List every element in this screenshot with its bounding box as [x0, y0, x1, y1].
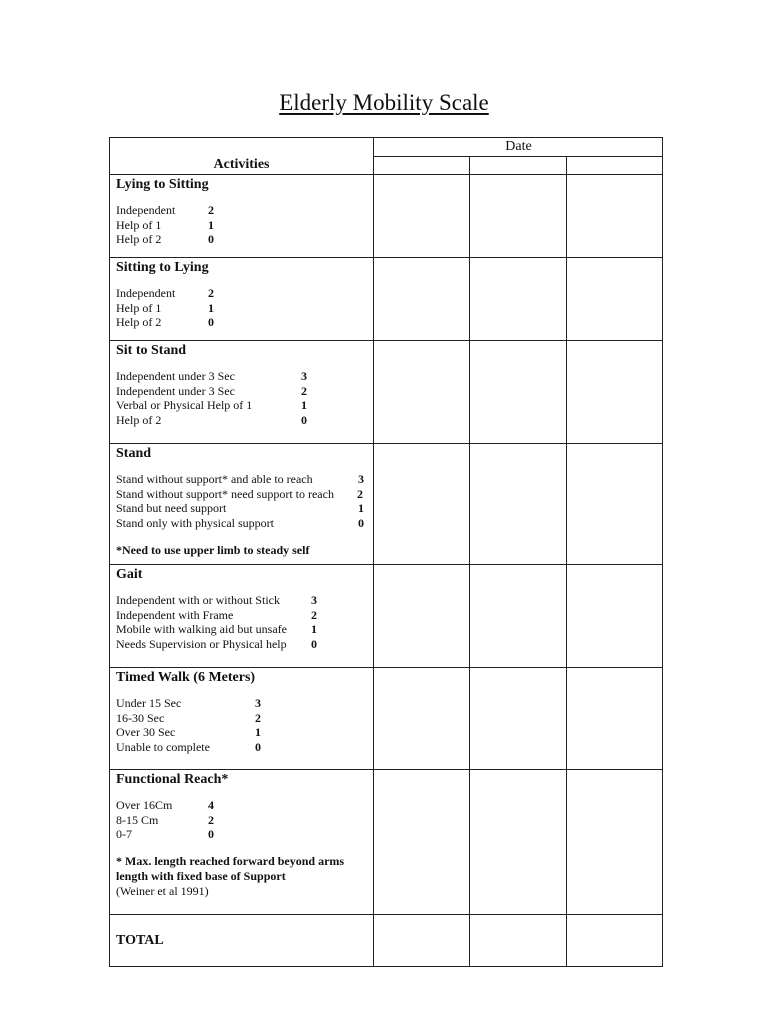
item-score: 1 — [301, 398, 307, 413]
item-score: 2 — [357, 486, 363, 501]
section-lying-to-sitting — [116, 174, 368, 247]
column-divider — [469, 156, 470, 967]
item-label: Help of 2 — [116, 413, 162, 428]
list-item — [116, 711, 368, 726]
list-item — [116, 369, 368, 384]
item-label: Independent — [116, 203, 176, 217]
item-label: Unable to complete — [116, 740, 210, 755]
item-label: 0-7 — [116, 827, 132, 842]
list-item — [116, 593, 368, 608]
item-score: 0 — [255, 740, 261, 755]
column-divider — [566, 156, 567, 967]
item-label: Independent with Frame — [116, 607, 234, 622]
list-item — [116, 696, 368, 711]
section-title: Lying to Sitting — [116, 177, 209, 192]
item-score: 2 — [301, 383, 307, 398]
item-score: 0 — [358, 516, 364, 531]
date-header: Date — [505, 139, 532, 154]
item-label: Help of 1 — [116, 300, 162, 315]
list-item — [116, 813, 368, 828]
item-score: 0 — [208, 315, 214, 330]
list-item — [116, 608, 368, 623]
item-score: 0 — [301, 413, 307, 428]
list-item — [116, 232, 368, 247]
section-stand — [116, 443, 368, 558]
section-sitting-to-lying — [116, 257, 368, 330]
list-item — [116, 516, 368, 531]
section-timed-walk — [116, 667, 368, 755]
item-score: 0 — [208, 827, 214, 842]
item-score: 2 — [208, 812, 214, 827]
item-score: 0 — [311, 637, 317, 652]
list-item — [116, 487, 368, 502]
list-item — [116, 398, 368, 413]
item-label: Mobile with walking aid but unsafe — [116, 622, 287, 637]
footnote — [116, 854, 368, 884]
list-item — [116, 740, 368, 755]
item-score: 0 — [208, 232, 214, 247]
item-label: Verbal or Physical Help of 1 — [116, 398, 253, 413]
item-score: 2 — [208, 203, 214, 217]
section-functional-reach — [116, 769, 368, 899]
footnote-line: * Max. length reached forward beyond arms — [116, 854, 345, 869]
item-label: Stand but need support — [116, 501, 227, 516]
row-divider — [109, 914, 663, 915]
item-label: Independent — [116, 286, 176, 300]
item-label: Help of 1 — [116, 217, 162, 232]
item-score: 3 — [301, 369, 307, 383]
reference: (Weiner et al 1991) — [116, 884, 209, 899]
list-item — [116, 798, 368, 813]
item-score: 3 — [255, 696, 261, 710]
footnote-line: length with fixed base of Support — [116, 869, 286, 884]
item-label: Under 15 Sec — [116, 696, 182, 710]
item-score: 4 — [208, 798, 214, 812]
section-title: Timed Walk (6 Meters) — [116, 670, 256, 685]
item-score: 2 — [311, 607, 317, 622]
list-item — [116, 315, 368, 330]
section-title: Gait — [116, 567, 143, 582]
total-label: TOTAL — [116, 933, 164, 948]
list-item — [116, 827, 368, 842]
item-label: 8-15 Cm — [116, 812, 159, 827]
date-header-divider — [374, 156, 663, 157]
item-label: 16-30 Sec — [116, 710, 165, 725]
item-score: 1 — [358, 501, 364, 516]
section-title: Sit to Stand — [116, 343, 187, 358]
list-item — [116, 637, 368, 652]
item-label: Independent under 3 Sec — [116, 383, 235, 398]
item-score: 1 — [311, 622, 317, 637]
list-item — [116, 501, 368, 516]
item-label: Stand without support* and able to reach — [116, 472, 313, 486]
list-item — [116, 413, 368, 428]
list-item — [116, 301, 368, 316]
item-label: Over 16Cm — [116, 798, 173, 812]
footnote: *Need to use upper limb to steady self — [116, 542, 310, 557]
item-label: Help of 2 — [116, 232, 162, 247]
column-divider — [373, 137, 374, 967]
item-score: 3 — [311, 593, 317, 607]
section-title: Stand — [116, 446, 152, 461]
item-label: Help of 2 — [116, 315, 162, 330]
list-item — [116, 286, 368, 301]
item-label: Stand without support* need support to reach — [116, 486, 334, 501]
item-label: Independent with or without Stick — [116, 593, 280, 607]
item-score: 1 — [208, 217, 214, 232]
list-item — [116, 203, 368, 218]
list-item — [116, 725, 368, 740]
list-item — [116, 384, 368, 399]
item-score: 1 — [255, 725, 261, 740]
item-score: 3 — [358, 472, 364, 486]
page-title: Elderly Mobility Scale — [279, 90, 489, 115]
item-label: Independent under 3 Sec — [116, 369, 235, 383]
item-label: Over 30 Sec — [116, 725, 176, 740]
section-title: Sitting to Lying — [116, 260, 209, 275]
section-title: Functional Reach* — [116, 772, 229, 787]
activities-header: Activities — [213, 157, 270, 172]
item-score: 1 — [208, 300, 214, 315]
item-label: Needs Supervision or Physical help — [116, 637, 287, 652]
list-item — [116, 218, 368, 233]
section-gait — [116, 564, 368, 652]
list-item — [116, 472, 368, 487]
item-score: 2 — [255, 710, 261, 725]
item-score: 2 — [208, 286, 214, 300]
item-label: Stand only with physical support — [116, 516, 274, 531]
list-item — [116, 622, 368, 637]
section-sit-to-stand — [116, 340, 368, 428]
